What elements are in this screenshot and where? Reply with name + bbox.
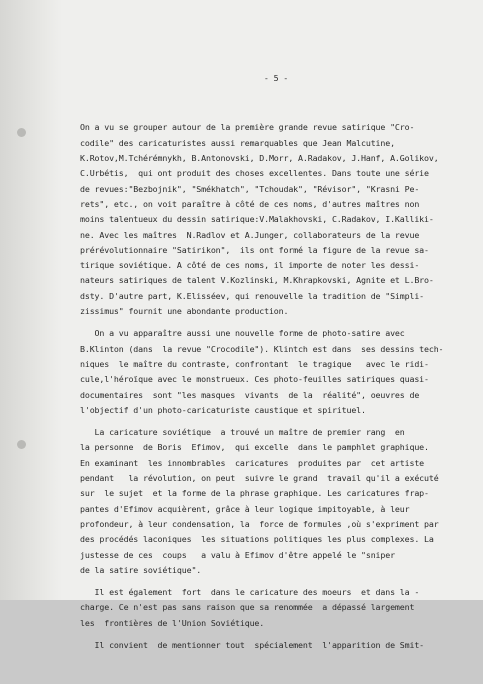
text-line: nateurs satiriques de talent V.Kozlinski, M.Khrapkovski, Agnite et L.Bro- xyxy=(80,275,434,286)
text-line: moins talentueux du dessin satirique:V.Malakhovski, C.Radakov, I.Kalliki- xyxy=(80,214,434,225)
text-line: zissimus" fournit une abondante production. xyxy=(80,306,289,317)
text-line: de la satire soviétique". xyxy=(80,564,202,575)
text-line: profondeur, à leur condensation, la force de formules ,où s'expriment par xyxy=(80,518,439,529)
paragraph xyxy=(80,326,472,418)
text-line: justesse de ces coups a valu à Efimov d'être appelé le "sniper xyxy=(80,549,395,560)
text-line: dsty. D'autre part, K.Elisséev, qui renouvelle la tradition de "Simpli- xyxy=(80,290,425,301)
text-line: charge. Ce n'est pas sans raison que sa renommée a dépassé largement xyxy=(80,602,415,613)
text-line: de revues:"Bezbojnik", "Smékhatch", "Tchoudak", "Révisor", "Krasni Pe- xyxy=(80,183,420,194)
punch-hole xyxy=(17,128,26,137)
paragraph xyxy=(80,585,472,631)
text-line: l'objectif d'un photo-caricaturiste caustique et spirituel. xyxy=(80,404,366,415)
text-line: niques le maître du contraste, confrontant le tragique avec le ridi- xyxy=(80,358,429,369)
text-line: sur le sujet et la forme de la phrase graphique. Les caricatures frap- xyxy=(80,488,429,499)
text-line: prérévolutionnaire "Satirikon", ils ont formé la figure de la revue sa- xyxy=(80,244,429,255)
paragraph-gap xyxy=(80,631,472,638)
paragraph xyxy=(80,425,472,578)
text-line: ne. Avec les maîtres N.Radlov et A.Junger, collaborateurs de la revue xyxy=(80,229,420,240)
text-line: les frontières de l'Union Soviétique. xyxy=(80,617,265,628)
paragraph-gap xyxy=(80,418,472,425)
paragraph-gap xyxy=(80,319,472,326)
text-line: des procédés laconiques les situations politiques les plus complexes. La xyxy=(80,534,434,545)
text-line: cule,l'héroïque avec le monstrueux. Ces photo-feuilles satiriques quasi- xyxy=(80,374,429,385)
paragraph-gap xyxy=(80,578,472,585)
text-line: K.Rotov,M.Tchérémnykh, B.Antonovski, D.Morr, A.Radakov, J.Hanf, A.Golikov, xyxy=(80,153,439,164)
text-line: documentaires sont "les masques vivants de la réalité", oeuvres de xyxy=(80,389,420,400)
text-line: La caricature soviétique a trouvé un maître de premier rang en xyxy=(80,427,405,438)
document-body xyxy=(80,40,472,684)
text-line: Il convient de mentionner tout spécialement l'apparition de Smit- xyxy=(80,639,425,650)
text-line: la personne de Boris Efimov, qui excelle dans le pamphlet graphique. xyxy=(80,442,429,453)
text-line: pantes d'Efimov acquièrent, grâce à leur logique impitoyable, à leur xyxy=(80,503,410,514)
punch-hole xyxy=(17,440,26,449)
text-line: On a vu se grouper autour de la première grande revue satirique "Cro- xyxy=(80,122,415,133)
text-line: En examinant les innombrables caricatures produites par cet artiste xyxy=(80,457,425,468)
paragraph xyxy=(80,120,472,319)
text-line: On a vu apparaître aussi une nouvelle forme de photo-satire avec xyxy=(80,328,405,339)
text-line: B.Klinton (dans la revue "Crocodile"). Klintch est dans ses dessins tech- xyxy=(80,343,444,354)
text-line: rets", etc., on voit paraître à côté de ces noms, d'autres maîtres non xyxy=(80,198,420,209)
text-line: C.Urbétis, qui ont produit des choses excellentes. Dans toute une série xyxy=(80,168,429,179)
text-line: tirique soviétique. A côté de ces noms, il importe de noter les dessi- xyxy=(80,260,420,271)
text-line: pendant la révolution, on peut suivre le grand travail qu'il a exécuté xyxy=(80,473,439,484)
page-number: - 5 - xyxy=(263,72,289,83)
text-line: codile" des caricaturistes aussi remarquables que Jean Malcutine, xyxy=(80,137,395,148)
paper-left-margin xyxy=(0,0,62,600)
text-line: Il est également fort dans le caricature des moeurs et dans la - xyxy=(80,587,420,598)
paragraph xyxy=(80,638,472,653)
paragraphs xyxy=(80,120,472,653)
